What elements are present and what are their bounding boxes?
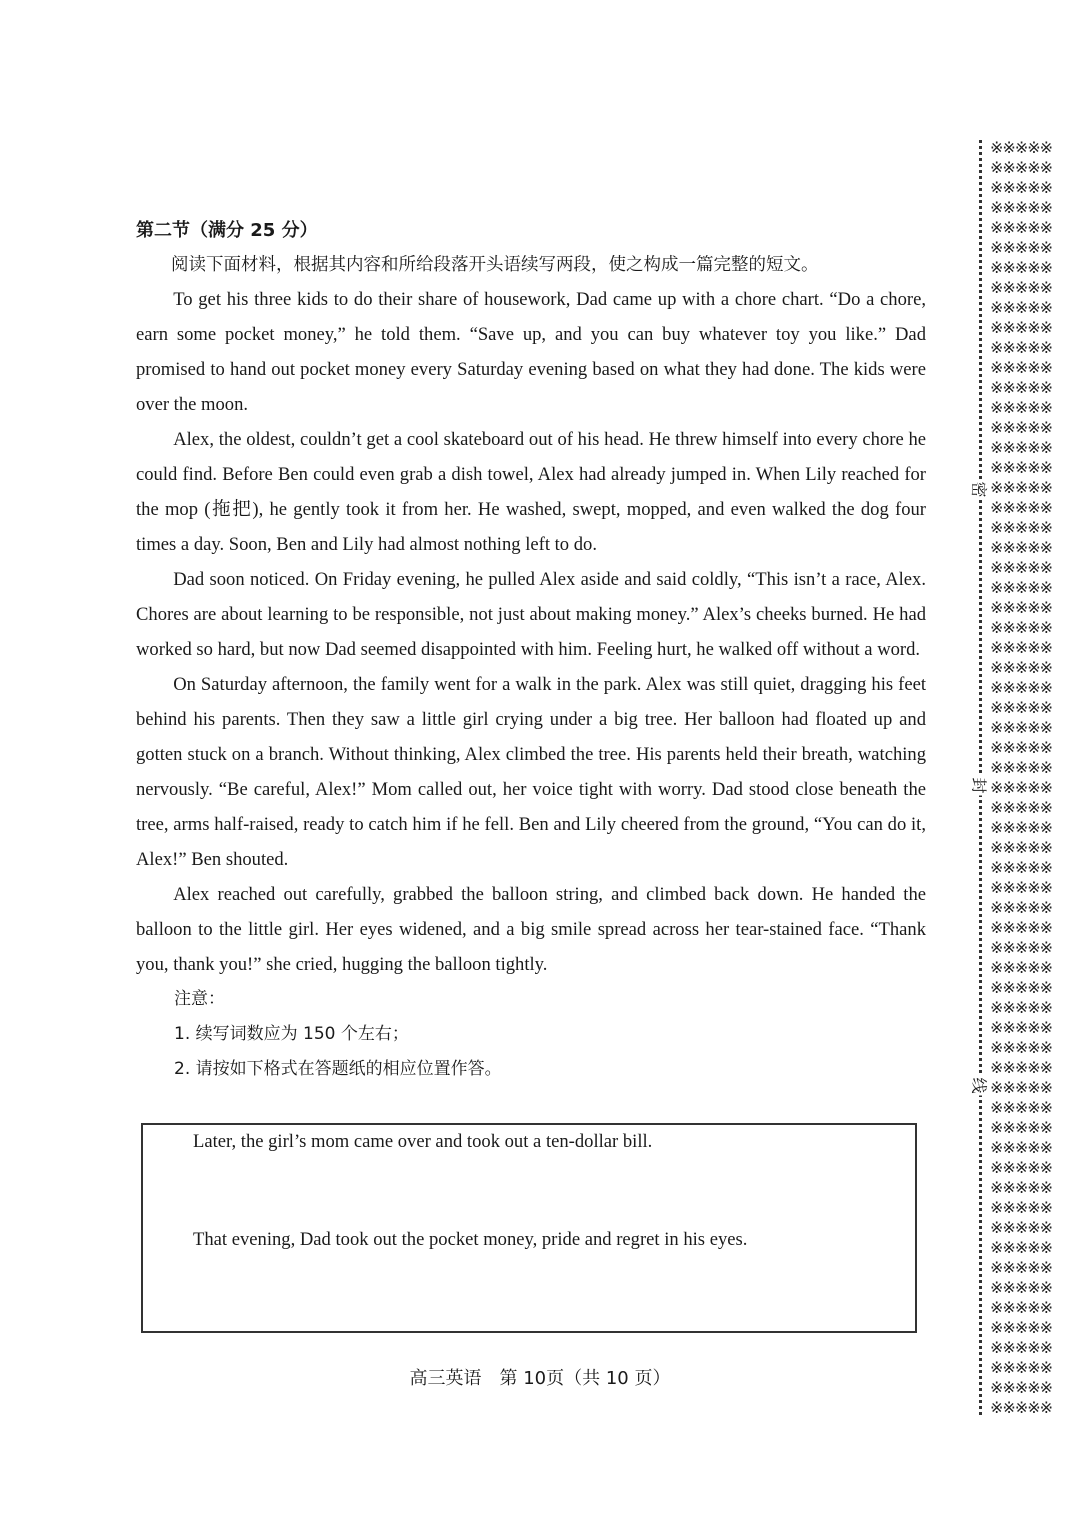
seal-pattern-row: ※※※※※ [990,1098,1053,1117]
seal-pattern-row: ※※※※※ [990,1278,1053,1297]
seal-pattern-row: ※※※※※ [990,678,1053,697]
seal-pattern-row: ※※※※※ [990,978,1053,997]
seal-pattern-row: ※※※※※ [990,558,1053,577]
seal-pattern-row: ※※※※※ [990,398,1053,417]
story-paragraph: Alex, the oldest, couldn’t get a cool skateboard out of his head. He threw himself into every chore he could find. Before Ben could even grab a dish towel, Alex had already jumped in. When Lily reached for the mop (拖把), he gently took it from her. He washed, swept, mopped, and even walked the dog four times a day. Soon, Ben and Lily had almost nothing left to do. [136,429,926,555]
seal-pattern-row: ※※※※※ [990,358,1053,377]
seal-pattern-row: ※※※※※ [990,218,1053,237]
seal-pattern-row: ※※※※※ [990,738,1053,757]
seal-pattern-row: ※※※※※ [990,1158,1053,1177]
seal-pattern-row: ※※※※※ [990,518,1053,537]
seal-pattern-row: ※※※※※ [990,818,1053,837]
story-paragraph: On Saturday afternoon, the family went for a walk in the park. Alex was still quiet, dragging his feet behind his parents. Then they saw a little girl crying under a big tree. Her balloon had floated up and gotten stuck on a branch. Without thinking, Alex climbed the tree. His parents held their breath, watching nervously. “Be careful, Alex!” Mom called out, her voice tight with worry. Dad stood close beneath the tree, arms half-raised, ready to catch him if he fell. Ben and Lily cheered from the ground, “You can do it, Alex!” Ben shouted. [136,674,926,870]
seal-pattern-row: ※※※※※ [990,938,1053,957]
seal-pattern-row: ※※※※※ [990,1338,1053,1357]
section-instruction: 阅读下面材料，根据其内容和所给段落开头语续写两段，使之构成一篇完整的短文。 [171,255,819,275]
story-paragraph: Dad soon noticed. On Friday evening, he pulled Alex aside and said coldly, “This isn’t a race, Alex. Chores are about learning to be responsible, not just about making money.” Alex’s cheeks burned. He had worked so hard, but now Dad seemed disappointed with him. Feeling hurt, he walked off without a word. [136,569,926,660]
question-content [136,214,926,1087]
seal-pattern-row: ※※※※※ [990,658,1053,677]
seal-pattern-row: ※※※※※ [990,1318,1053,1337]
continuation-opening-1: Later, the girl’s mom came over and took out a ten-dollar bill. [193,1131,653,1152]
seal-pattern-row: ※※※※※ [990,1258,1053,1277]
seal-pattern-row: ※※※※※ [990,878,1053,897]
seal-pattern-row: ※※※※※ [990,1198,1053,1217]
seal-pattern-row: ※※※※※ [990,1378,1053,1397]
seal-pattern-row: ※※※※※ [990,138,1053,157]
seal-pattern-row: ※※※※※ [990,958,1053,977]
seal-pattern-row: ※※※※※ [990,498,1053,517]
seal-pattern-row: ※※※※※ [990,1398,1053,1417]
seal-pattern-row: ※※※※※ [990,1218,1053,1237]
seal-pattern-row: ※※※※※ [990,458,1053,477]
seal-pattern-row: ※※※※※ [990,438,1053,457]
seal-pattern-row: ※※※※※ [990,1078,1053,1097]
seal-pattern-row: ※※※※※ [990,918,1053,937]
page-footer: 高三英语 第 10页（共 10 页） [409,1368,671,1389]
seal-pattern-row: ※※※※※ [990,758,1053,777]
binding-label-seal: 密 [969,480,992,500]
continuation-opening-2: That evening, Dad took out the pocket money, pride and regret in his eyes. [193,1229,748,1250]
seal-pattern-row: ※※※※※ [990,1118,1053,1137]
seal-pattern-row: ※※※※※ [990,298,1053,317]
answer-format-box [141,1123,917,1333]
note-item: 2. 请按如下格式在答题纸的相应位置作答。 [174,1059,502,1079]
seal-pattern-row: ※※※※※ [990,838,1053,857]
section-title: 第二节（满分 25 分） [136,220,318,241]
story-paragraph: To get his three kids to do their share of housework, Dad came up with a chore chart. “Do a chore, earn some pocket money,” he told them. “Save up, and you can buy whatever toy you like.” Dad promised to hand out pocket money every Saturday evening based on what they had done. The kids were over the moon. [136,289,926,415]
seal-pattern-row: ※※※※※ [990,258,1053,277]
seal-pattern-strip [990,138,1080,1418]
seal-pattern-row: ※※※※※ [990,1018,1053,1037]
notes-label: 注意： [174,989,225,1009]
binding-label-line: 线 [969,1076,992,1096]
story-paragraph: Alex reached out carefully, grabbed the balloon string, and climbed back down. He handed the balloon to the little girl. Her eyes widened, and a big smile spread across her tear-stained face. “Thank you, thank you!” she cried, hugging the balloon tightly. [136,884,926,975]
seal-pattern-row: ※※※※※ [990,598,1053,617]
seal-pattern-row: ※※※※※ [990,178,1053,197]
seal-pattern-row: ※※※※※ [990,1178,1053,1197]
seal-pattern-row: ※※※※※ [990,238,1053,257]
seal-pattern-row: ※※※※※ [990,998,1053,1017]
seal-pattern-row: ※※※※※ [990,318,1053,337]
seal-pattern-row: ※※※※※ [990,718,1053,737]
seal-pattern-row: ※※※※※ [990,1138,1053,1157]
seal-pattern-row: ※※※※※ [990,638,1053,657]
seal-pattern-row: ※※※※※ [990,698,1053,717]
seal-pattern-row: ※※※※※ [990,898,1053,917]
seal-pattern-row: ※※※※※ [990,198,1053,217]
seal-pattern-row: ※※※※※ [990,538,1053,557]
seal-pattern-row: ※※※※※ [990,418,1053,437]
seal-pattern-row: ※※※※※ [990,1358,1053,1377]
seal-pattern-row: ※※※※※ [990,858,1053,877]
binding-label-seal-2: 封 [969,776,992,796]
note-item: 1. 续写词数应为 150 个左右； [174,1024,409,1044]
seal-pattern-row: ※※※※※ [990,158,1053,177]
seal-pattern-row: ※※※※※ [990,338,1053,357]
seal-pattern-row: ※※※※※ [990,778,1053,797]
seal-pattern-row: ※※※※※ [990,378,1053,397]
seal-pattern-row: ※※※※※ [990,478,1053,497]
seal-pattern-row: ※※※※※ [990,1038,1053,1057]
seal-pattern-row: ※※※※※ [990,278,1053,297]
seal-pattern-row: ※※※※※ [990,618,1053,637]
seal-pattern-row: ※※※※※ [990,1298,1053,1317]
seal-pattern-row: ※※※※※ [990,1238,1053,1257]
seal-pattern-row: ※※※※※ [990,798,1053,817]
seal-pattern-row: ※※※※※ [990,578,1053,597]
seal-pattern-row: ※※※※※ [990,1058,1053,1077]
